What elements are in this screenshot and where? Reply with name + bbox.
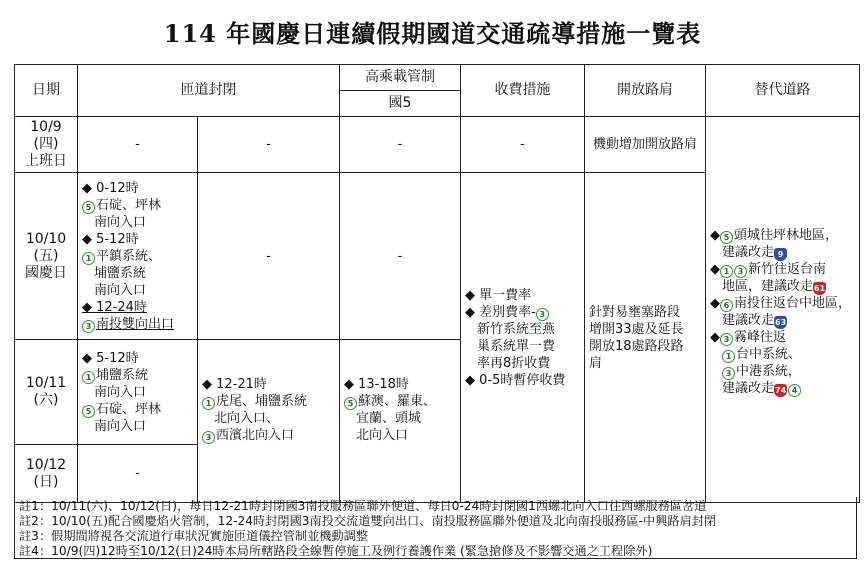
freeway-1-icon: 1 [720,265,733,278]
date-cell: 10/11 (六) [15,340,78,445]
header-date: 日期 [15,65,78,117]
freeway-1-icon: 1 [722,350,735,363]
freeway-3-icon: 3 [536,308,549,321]
freeway-1-icon: 1 [202,397,215,410]
empty-cell: - [461,117,585,173]
empty-cell: - [78,117,198,173]
freeway-5-icon: 5 [82,201,95,214]
traffic-measures-table [14,64,860,503]
header-hov-freeway5: 國5 [340,91,461,117]
date-cell: 10/12 (日) [15,445,78,503]
empty-cell: - [198,117,340,173]
header-hov: 高乘載管制 [340,65,461,91]
header-alternate: 替代道路 [706,65,860,117]
note-3: 註3：假期間將視各交流道行車狀況實施匝道儀控管制並機動調整 [19,529,369,543]
freeway-5-icon: 5 [82,405,95,418]
shoulder-cell: 機動增加開放路肩 [585,117,706,173]
date-cell: 10/10 (五) 國慶日 [15,173,78,340]
notes-section [14,497,857,559]
shoulder-opening-cell: 針對易壅塞路段 增開33處及延長 開放18處路段路 肩 [585,173,706,503]
freeway-6-icon: 6 [720,299,733,312]
ramp-closure-cell: ◆ 5-12時 1 埔鹽系統 南向入口 5 石碇、坪林 南向入口 [78,340,198,445]
hov-control-cell: ◆ 13-18時 5 蘇澳、羅東、 宜蘭、頭城 北向入口 [340,340,461,503]
freeway-3-icon: 3 [720,333,733,346]
header-toll: 收費措施 [461,65,585,117]
freeway-5-icon: 5 [344,397,357,410]
expressway-63-icon: 63 [775,317,787,327]
expressway-74-icon: 74 [775,385,787,395]
date-cell: 10/9 (四) 上班日 [15,117,78,173]
page-title: 114 年國慶日連續假期國道交通疏導措施一覽表 [163,19,702,48]
freeway-3-icon: 3 [202,431,215,444]
freeway-3-icon: 3 [82,320,95,333]
freeway-4-icon: 4 [788,384,801,397]
freeway-1-icon: 1 [82,371,95,384]
freeway-1-icon: 1 [82,252,95,265]
expressway-61-icon: 61 [814,283,826,293]
empty-cell: - [340,117,461,173]
ramp-closure-weekend-cell: ◆ 12-21時 1 虎尾、埔鹽系統 北向入口、 3 西濱北向入口 [198,340,340,503]
empty-cell: - [78,445,198,503]
ramp-closure-cell: ◆ 0-12時 5 石碇、坪林 南向入口 ◆ 5-12時 1 平鎮系統、 埔鹽系統 南向入口 ◆ 12-24時 3 南投雙向出口 [78,173,198,340]
header-shoulder: 開放路肩 [585,65,706,117]
empty-cell: - [340,173,461,340]
freeway-5-icon: 5 [720,231,733,244]
freeway-3-icon: 3 [722,367,735,380]
provincial-road-9-icon: 9 [774,248,787,261]
note-1: 註1：10/11(六)、10/12(日)，每日12-21時封閉國3南投服務區聯外便道、每日0-24時封閉國1西螺北向入口往西螺服務區岔道 [19,499,707,513]
empty-cell: - [198,173,340,340]
freeway-3-icon: 3 [734,265,747,278]
toll-measures-cell: ◆ 單一費率 ◆ 差別費率- 3 新竹系統至燕 巢系統單一費 率再8折收費 ◆ 0-5時暫停收費 [461,173,585,503]
note-2: 註2：10/10(五)配合國慶焰火管制，12-24時封閉國3南投交流道雙向出口、南投服務區聯外便道及北向南投服務區-中興路肩封閉 [19,514,717,528]
header-ramp-closure: 匝道封閉 [78,65,340,117]
alternate-routes-cell: ◆ 5 頭城往坪林地區， 建議改走 9 ◆ 1 3 新竹往返台南 地區，建議改走61 ◆ 6 南投往返台中地區， 建議改走63 ◆ 3 霧峰往返 1 台中系統、 3 中港系統， 建議改走74 4 [706,117,860,503]
note-4: 註4：10/9(四)12時至10/12(日)24時本局所轄路段全線暫停施工及例行養護作業 (緊急搶修及不影響交通之工程除外) [19,544,653,558]
